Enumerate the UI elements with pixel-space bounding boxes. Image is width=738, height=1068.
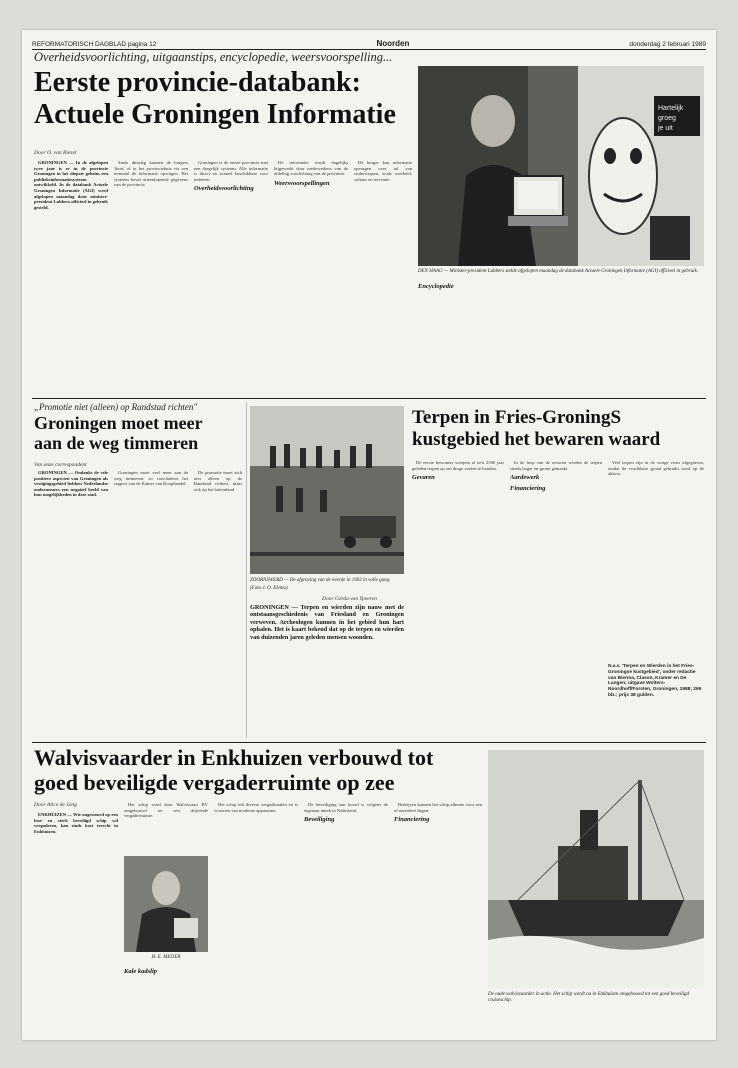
article1-caption: DEN HAAG — Minister-president Lubbers stelde afgelopen maandag de databank Actuele Groningen Informatie (AGI) officieel in gebruik.: [418, 269, 699, 274]
article3-col-c: Veel terpen zijn in de vorige eeuw afgegraven, omdat de vruchtbare grond gebruikt werd op de akkers.: [608, 460, 704, 477]
article4-sub-3: Financiering: [394, 816, 430, 824]
article1-col-6: [418, 280, 508, 390]
article3-headline-2: kustgebied het bewaren waard: [412, 429, 661, 450]
article2-kicker: „Promotie niet (alleen) op Randstad richten": [34, 402, 198, 412]
article4-sub-1: Kale kadslip: [124, 968, 158, 975]
article3-sub-3: Financiering: [510, 485, 546, 493]
newspaper-page: [22, 30, 716, 1040]
svg-text:Hartelijk: Hartelijk: [658, 105, 684, 112]
article2-headline-2: aan de weg timmeren: [34, 433, 199, 453]
article1-col-4: [274, 160, 348, 390]
article2-col-3: [194, 470, 242, 738]
article2-col-2: [114, 470, 188, 738]
article3-book-info: N.a.v. 'Terpen en Wierden in het Fries-Groningse kustgebied', onder redactie van Bierma, Clason, Kramer en De Langen; uitgave Wolters-Noordhoff/Forsten, Groningen, 1988; 269 blz.; prijs 38 gulden.: [608, 664, 702, 698]
article3-col-1: [412, 460, 504, 738]
article4-portrait-caption: H. E. MEIJER: [151, 955, 181, 960]
issue-date: donderdag 2 februari 1989: [629, 41, 706, 48]
divider-2: [32, 742, 706, 743]
article3-photo-caption: ZOORNSWERD — De afgraving van de wierde in 1902 in volle gang.: [250, 578, 391, 583]
article1-col4-text: De informatie wordt dagelijks bijgewerkt door medewerkers van de afdeling voorlichting van de provincie.: [274, 160, 348, 177]
article1-sub-3: Encyclopedie: [418, 283, 454, 290]
article2-col1-text: GRONINGEN — Ondanks de vele positieve aspecten van Groningen als vestigingsgebied hebben Nederlandse ondernemers een negatief beeld van hun mogelijkheden in deze stad.: [34, 470, 108, 498]
article3-headline-1: Terpen in Fries-GroningS: [412, 407, 622, 428]
svg-text:je uit: je uit: [658, 125, 673, 132]
article1-col-1: [34, 160, 108, 390]
article3-photo-credit: (Foto J. O. Elema): [250, 586, 288, 591]
article4-lead: ENKHUIZEN — Wie ongestoord op een luxe en sterk beveiligd schip wil vergaderen, kan sinds kort terecht in Enkhuizen.: [34, 812, 118, 834]
article4-col-4: [304, 802, 388, 1034]
svg-text:groeg: groeg: [658, 115, 676, 122]
article2-headline-1: Groningen moet meer: [34, 413, 203, 433]
article2-col3-text: De promotie moet zich niet alleen op de Randstad richten, maar ook op het buitenland.: [194, 470, 242, 492]
article3-photo: [250, 406, 404, 574]
article1-col3-text: Groningen is de eerste provincie met een dergelijk systeem. Alle informatie is direct en actueel beschikbaar voor iedereen.: [194, 160, 268, 182]
article1-sub-2: Weersvoorspellingen: [274, 179, 330, 187]
wierde-excavation-photo: [250, 406, 404, 574]
portrait-photo: [124, 856, 208, 952]
article1-headline-1: Eerste provincie-databank:: [34, 67, 361, 98]
article4-col-2: [124, 802, 208, 852]
article3-col-b: In de loop van de eeuwen werden de terpen steeds hoger en groter gemaakt.: [510, 460, 602, 471]
article3-col-2: [510, 460, 602, 738]
article1-byline: Door O. van Riezel: [34, 150, 77, 156]
article4-sub-2: Beveiliging: [304, 816, 335, 824]
paper-name: REFORMATORISCH DAGBLAD pagina 12: [32, 41, 157, 48]
article1-col5-text: De burger kan informatie opvragen over tal van onderwerpen, zoals overheid, cultuur en recreatie.: [354, 160, 412, 182]
article1-sub-1: Overheidsvoorlichting: [194, 185, 254, 193]
whaling-ship-photo: [488, 750, 704, 988]
article4-ship-photo: [488, 750, 704, 988]
article1-col-2: [114, 160, 188, 390]
article1-photo: [418, 66, 704, 266]
article1-col-5: [354, 160, 412, 390]
article3-sub-2: Aardewerk: [510, 474, 540, 482]
masthead: [32, 36, 706, 50]
article3-col-3: [608, 460, 704, 660]
article4-byline: Door Alice de Jong: [34, 802, 77, 808]
article1-lead: GRONINGEN — In de afgelopen twee jaar is er in de provincie Groningen in het diepste geheim een publieksinformatiesysteem ontwikkeld. In de databank Actuele Groningen Informatie (AGI) werd afgelopen maandag door minister-president Lubbers officieel in gebruik gesteld.: [34, 160, 108, 210]
article4-headline-1: Walvisvaarder in Enkhuizen verbouwd tot: [34, 745, 434, 770]
article2-byline: Van onze correspondent: [34, 462, 87, 468]
column-divider: [246, 402, 247, 738]
article4-portrait: [124, 856, 208, 952]
article4-col3-text: Het schip telt diverse vergaderzalen en is voorzien van moderne apparatuur.: [214, 802, 298, 813]
article1-col2-text: Sinds dinsdag kunnen de burgers 'thuis' of in het provinciehuis via een terminal de informatie opvragen. Het systeem bevat uiteenlopende gegevens van de provincie.: [114, 160, 188, 188]
article3-intro: GRONINGEN — Terpen en wierden zijn nauw met de ontstaansgeschiedenis van Friesland en Groningen verweven. Archeologen kunnen in het gebied hun hart ophalen. Het is kaart bekend dat op de terpen en wierden van duizenden jaren geleden mensen woonden.: [250, 604, 404, 641]
article4-col-2b: [124, 965, 208, 1035]
article3-col-a: De eerste bewoners wierpen al zo'n 2500 jaar geleden terpen op om droge voeten te houden.: [412, 460, 504, 471]
article3-sub-1: Gevaren: [412, 474, 435, 482]
article4-col5-text: Bedrijven kunnen het schip afhuren voor een of meerdere dagen.: [394, 802, 482, 813]
section-name: Noorden: [376, 39, 410, 48]
article1-col-3: [194, 160, 268, 390]
article4-col-3: [214, 802, 298, 1034]
article4-col2-text: Het schip werd door Walvisvaart BV omgebouwd tot een drijvende vergaderruimte.: [124, 802, 208, 819]
lubbers-photo: [418, 66, 704, 266]
article4-col-1: [34, 812, 118, 1034]
article3-byline: Door Gerda van Ypeeren: [322, 596, 377, 602]
article4-col4-text: De beveiliging aan boord is volgens de eigenaar uniek in Nederland.: [304, 802, 388, 813]
article4-photo-caption: De oude walvisvaarder in actie. Het schip wordt nu in Enkhuizen omgebouwd tot een goed beveiligd cruiseschip.: [488, 992, 689, 1003]
article2-col-1: [34, 470, 108, 738]
article4-headline-2: goed beveiligde vergaderruimte op zee: [34, 770, 395, 795]
article2-col2-text: Groningen moet veel meer aan de weg timmeren, zo concludeert het rapport van de Kamer van Koophandel.: [114, 470, 188, 487]
divider-1: [32, 398, 706, 399]
article1-kicker: Overheidsvoorlichting, uitgaanstips, encyclopedie, weersvoorspelling...: [34, 50, 393, 64]
article4-col-6: [488, 1006, 704, 1034]
article4-col-5: [394, 802, 482, 1034]
article1-headline-2: Actuele Groningen Informatie: [34, 99, 396, 130]
